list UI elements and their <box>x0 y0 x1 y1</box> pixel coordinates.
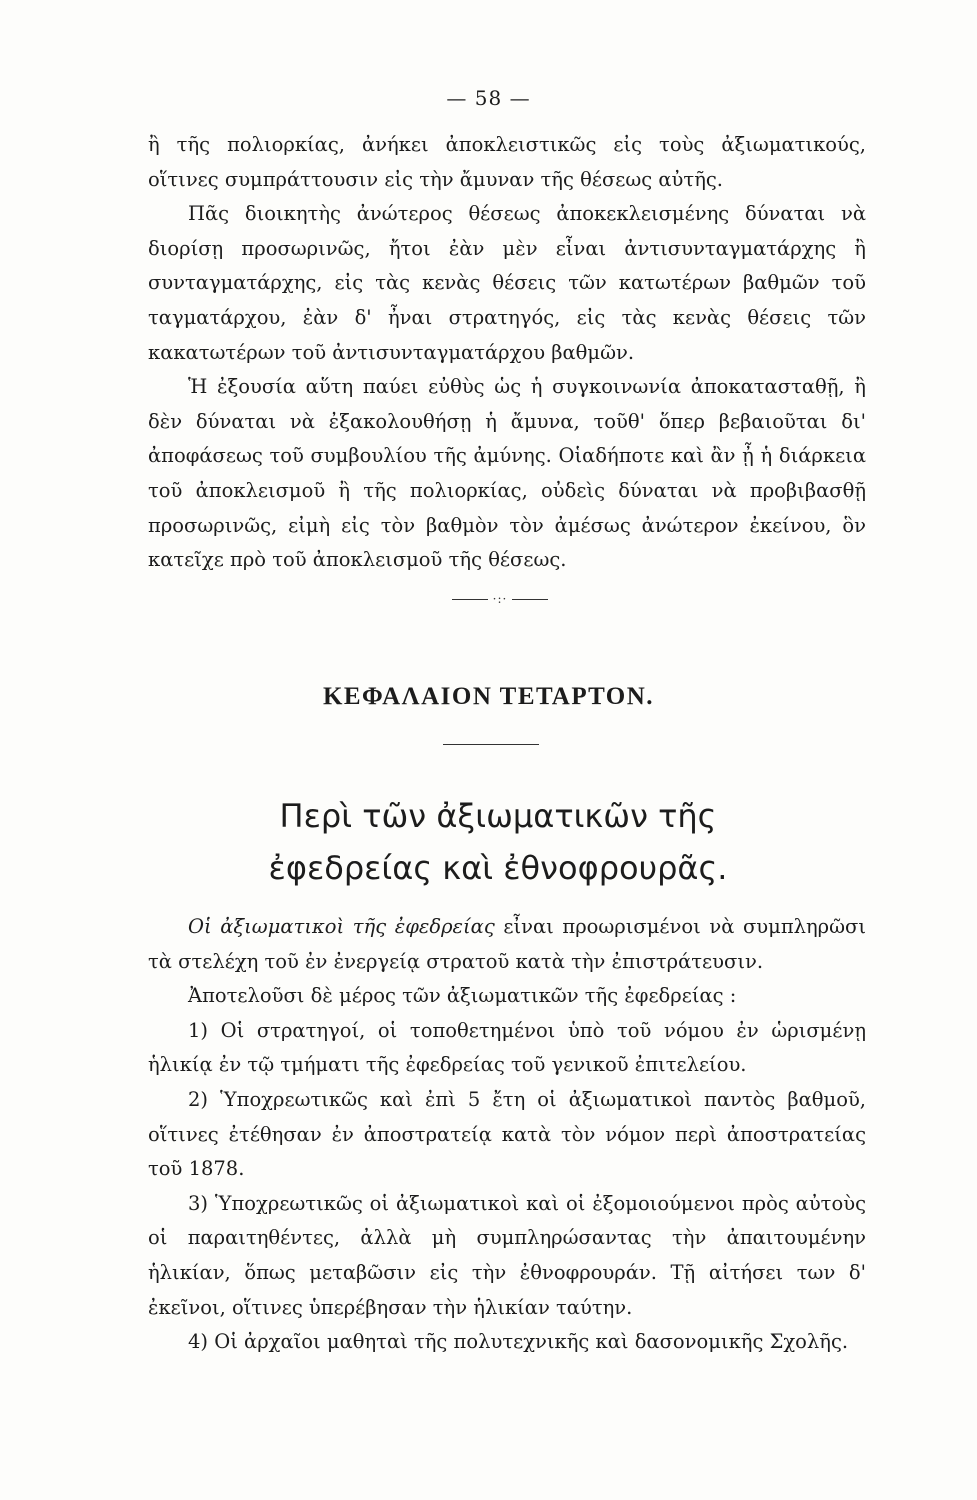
paragraph-reserve-purpose <box>148 910 866 979</box>
page-number: — 58 — <box>446 86 531 110</box>
section-text-block <box>148 910 866 1360</box>
section-title: Περὶ τῶν ἀξιωματικῶν τῆς ἐφεδρείας καὶ ἐθνοφρουρᾶς. <box>268 797 728 887</box>
paragraph-commander-appointments: Πᾶς διοικητὴς ἀνώτερος θέσεως ἀποκεκλεισμένης δύναται νὰ διορίσῃ προσωρινῶς, ἤτοι ἐὰν μὲν εἶναι ἀντισυνταγματάρχης ἢ συνταγματάρχης, εἰς τὰς κενὰς θέσεις τῶν κατωτέρων βαθμῶν τοῦ ταγματάρχου, ἐὰν δ' ἦναι στρατηγός, εἰς τὰς κενὰς θέσεις τῶν κακατωτέρων τοῦ ἀντισυνταγματάρχου βαθμῶν. <box>148 202 866 364</box>
ornament-line-right <box>512 599 548 600</box>
list-item-4: 4) Οἱ ἀρχαῖοι μαθηταὶ τῆς πολυτεχνικῆς καὶ δασονομικῆς Σχολῆς. <box>188 1330 849 1354</box>
ornament-line-left <box>452 599 488 600</box>
list-item-1: 1) Οἱ στρατηγοί, οἱ τοποθετημένοι ὑπὸ τοῦ νόμου ἐν ὡρισμένῃ ἡλικίᾳ ἐν τῷ τμήματι τῆς ἐφεδρείας τοῦ γενικοῦ ἐπιτελείου. <box>148 1018 866 1077</box>
section-ornament <box>440 592 560 606</box>
list-item-2: 2) Ὑποχρεωτικῶς καὶ ἐπὶ 5 ἔτη οἱ ἀξιωματικοὶ παντὸς βαθμοῦ, οἵτινες ἐτέθησαν ἐν ἀποστρατείᾳ κατὰ τὸν νόμον περὶ ἀποστρατείας τοῦ 1878. <box>148 1087 866 1181</box>
reserve-officers-phrase: Οἱ ἀξιωματικοὶ τῆς ἐφεδρείας <box>188 915 495 938</box>
intro-text-block <box>148 128 866 578</box>
chapter-heading: ΚΕΦΑΛΑΙΟΝ ΤΕΤΑΡΤΟΝ. <box>322 683 655 710</box>
heading-divider <box>443 744 539 745</box>
reserve-purpose-rest: εἶναι προωρισμένοι νὰ συμπληρῶσι τὰ στελέχη τοῦ ἐν ἐνεργείᾳ στρατοῦ κατὰ τὴν ἐπιστράτευσιν. <box>148 915 866 973</box>
paragraph-authority-ends: Ἡ ἐξουσία αὕτη παύει εὐθὺς ὡς ἡ συγκοινωνία ἀποκατασταθῇ, ἢ δὲν δύναται νὰ ἐξακολουθήσῃ ἡ ἄμυνα, τοῦθ' ὅπερ βεβαιοῦται δι' ἀποφάσεως τοῦ συμβουλίου τῆς ἀμύνης. Οἱαδήποτε καὶ ἂν ᾖ ἡ διάρκεια τοῦ ἀποκλεισμοῦ ἢ τῆς πολιορκίας, οὐδεὶς δύναται νὰ προβιβασθῇ προσωρινῶς, εἰμὴ εἰς τὸν βαθμὸν τὸν ἀμέσως ἀνώτερον ἐκείνου, ὃν κατεῖχε πρὸ τοῦ ἀποκλεισμοῦ τῆς θέσεως. <box>148 375 866 572</box>
paragraph-members-intro: Ἀποτελοῦσι δὲ μέρος τῶν ἀξιωματικῶν τῆς ἐφεδρείας : <box>188 984 737 1008</box>
list-item-3: 3) Ὑποχρεωτικῶς οἱ ἀξιωματικοὶ καὶ οἱ ἐξομοιούμενοι πρὸς αὐτοὺς οἱ παραιτηθέντες, ἀλλὰ μὴ συμπληρώσαντας τὴν ἀπαιτουμένην ἡλικίαν, ὅπως μεταβῶσιν εἰς τὴν ἐθνοφρουράν. Τῇ αἰτήσει των δ' ἐκεῖνοι, οἵτινες ὑπερέβησαν τὴν ἡλικίαν ταύτην. <box>148 1191 866 1319</box>
continuation-paragraph: ἢ τῆς πολιορκίας, ἀνήκει ἀποκλειστικῶς εἰς τοὺς ἀξιωματικούς, οἵτινες συμπράττουσιν εἰς τὴν ἄμυναν τῆς θέσεως αὐτῆς. <box>148 133 866 191</box>
ornament-glyph: ·:· <box>492 592 508 606</box>
